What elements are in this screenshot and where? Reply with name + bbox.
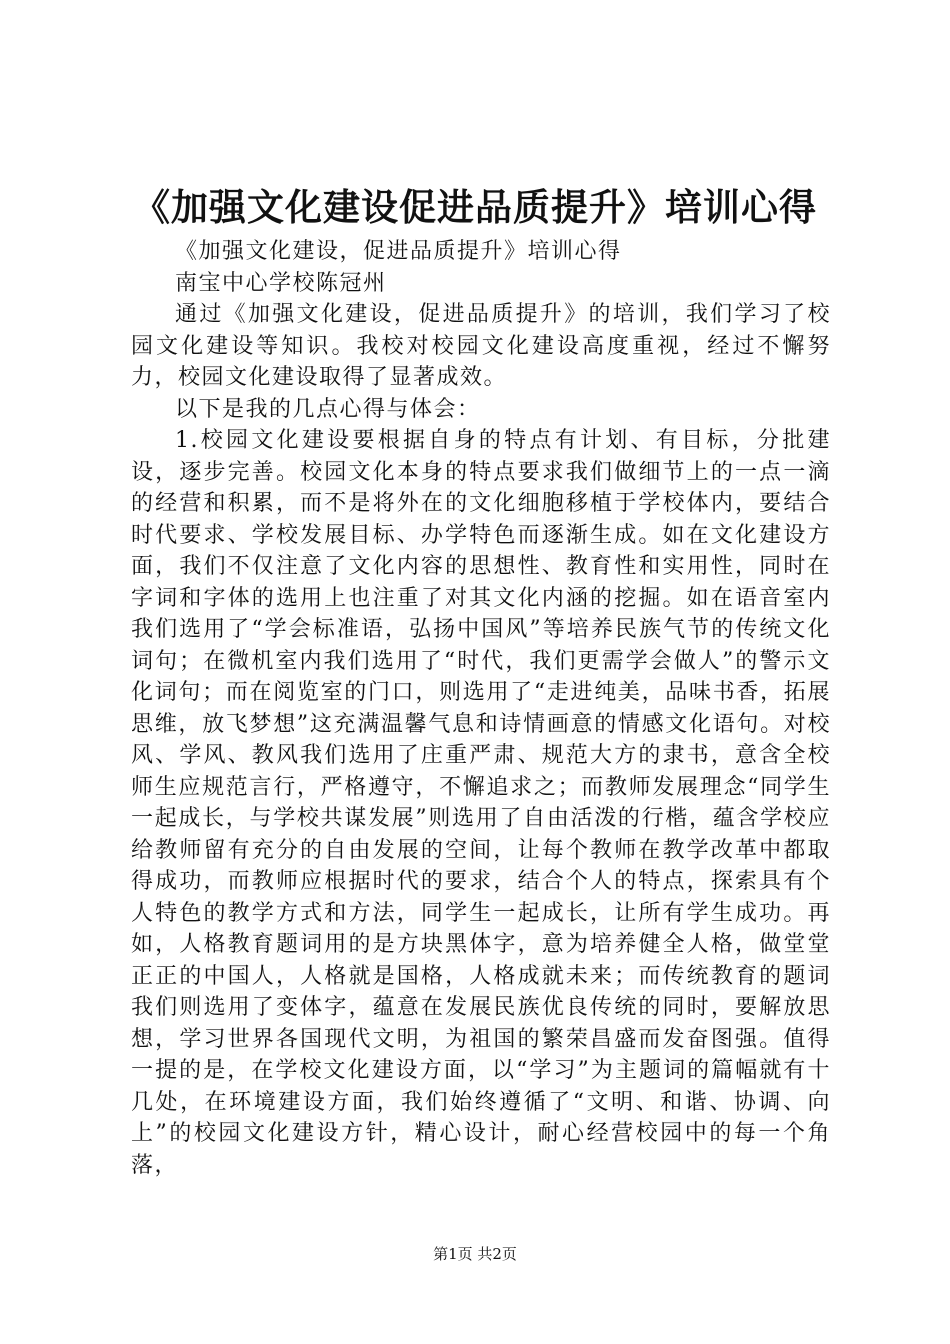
document-body bbox=[131, 236, 831, 1181]
point-one-paragraph: 1.校园文化建设要根据自身的特点有计划、有目标，分批建设，逐步完善。校园文化本身的特点要求我们做细节上的一点一滴的经营和积累，而不是将外在的文化细胞移植于学校体内，要结合时代要求、学校发展目标、办学特色而逐渐生成。如在文化建设方面，我们不仅注意了文化内容的思想性、教育性和实用性，同时在字词和字体的选用上也注重了对其文化内涵的挖掘。如在语音室内我们选用了“学会标准语，弘扬中国风”等培养民族气节的传统文化词句；在微机室内我们选用了“时代，我们更需学会做人”的警示文化词句；而在阅览室的门口，则选用了“走进纯美，品味书香，拓展思维，放飞梦想”这充满温馨气息和诗情画意的情感文化语句。对校风、学风、教风我们选用了庄重严肃、规范大方的隶书，意含全校师生应规范言行，严格遵守，不懈追求之；而教师发展理念“同学生一起成长，与学校共谋发展”则选用了自由活泼的行楷，蕴含学校应给教师留有充分的自由发展的空间，让每个教师在教学改革中都取得成功，而教师应根据时代的要求，结合个人的特点，探索具有个人特色的教学方式和方法，同学生一起成长，让所有学生成功。再如，人格教育题词用的是方块黑体字，意为培养健全人格，做堂堂正正的中国人，人格就是国格，人格成就未来；而传统教育的题词我们则选用了变体字，蕴意在发展民族优良传统的同时，要解放思想，学习世界各国现代文明，为祖国的繁荣昌盛而发奋图强。值得一提的是，在学校文化建设方面，以“学习”为主题词的篇幅就有十几处，在环境建设方面，我们始终遵循了“文明、和谐、协调、向上”的校园文化建设方针，精心设计，耐心经营校园中的每一个角落， bbox=[131, 428, 831, 1178]
author-paragraph: 南宝中心学校陈冠州 bbox=[175, 270, 387, 296]
subtitle-paragraph: 《加强文化建设，促进品质提升》培训心得 bbox=[175, 239, 622, 264]
page-number-footer: 第1页 共2页 bbox=[433, 1245, 517, 1263]
intro-paragraph: 通过《加强文化建设，促进品质提升》的培训，我们学习了校园文化建设等知识。我校对校园文化建设高度重视，经过不懈努力，校园文化建设取得了显著成效。 bbox=[131, 302, 831, 390]
document-title: 《加强文化建设促进品质提升》培训心得 bbox=[133, 186, 817, 229]
lead-in-paragraph: 以下是我的几点心得与体会： bbox=[175, 396, 481, 422]
